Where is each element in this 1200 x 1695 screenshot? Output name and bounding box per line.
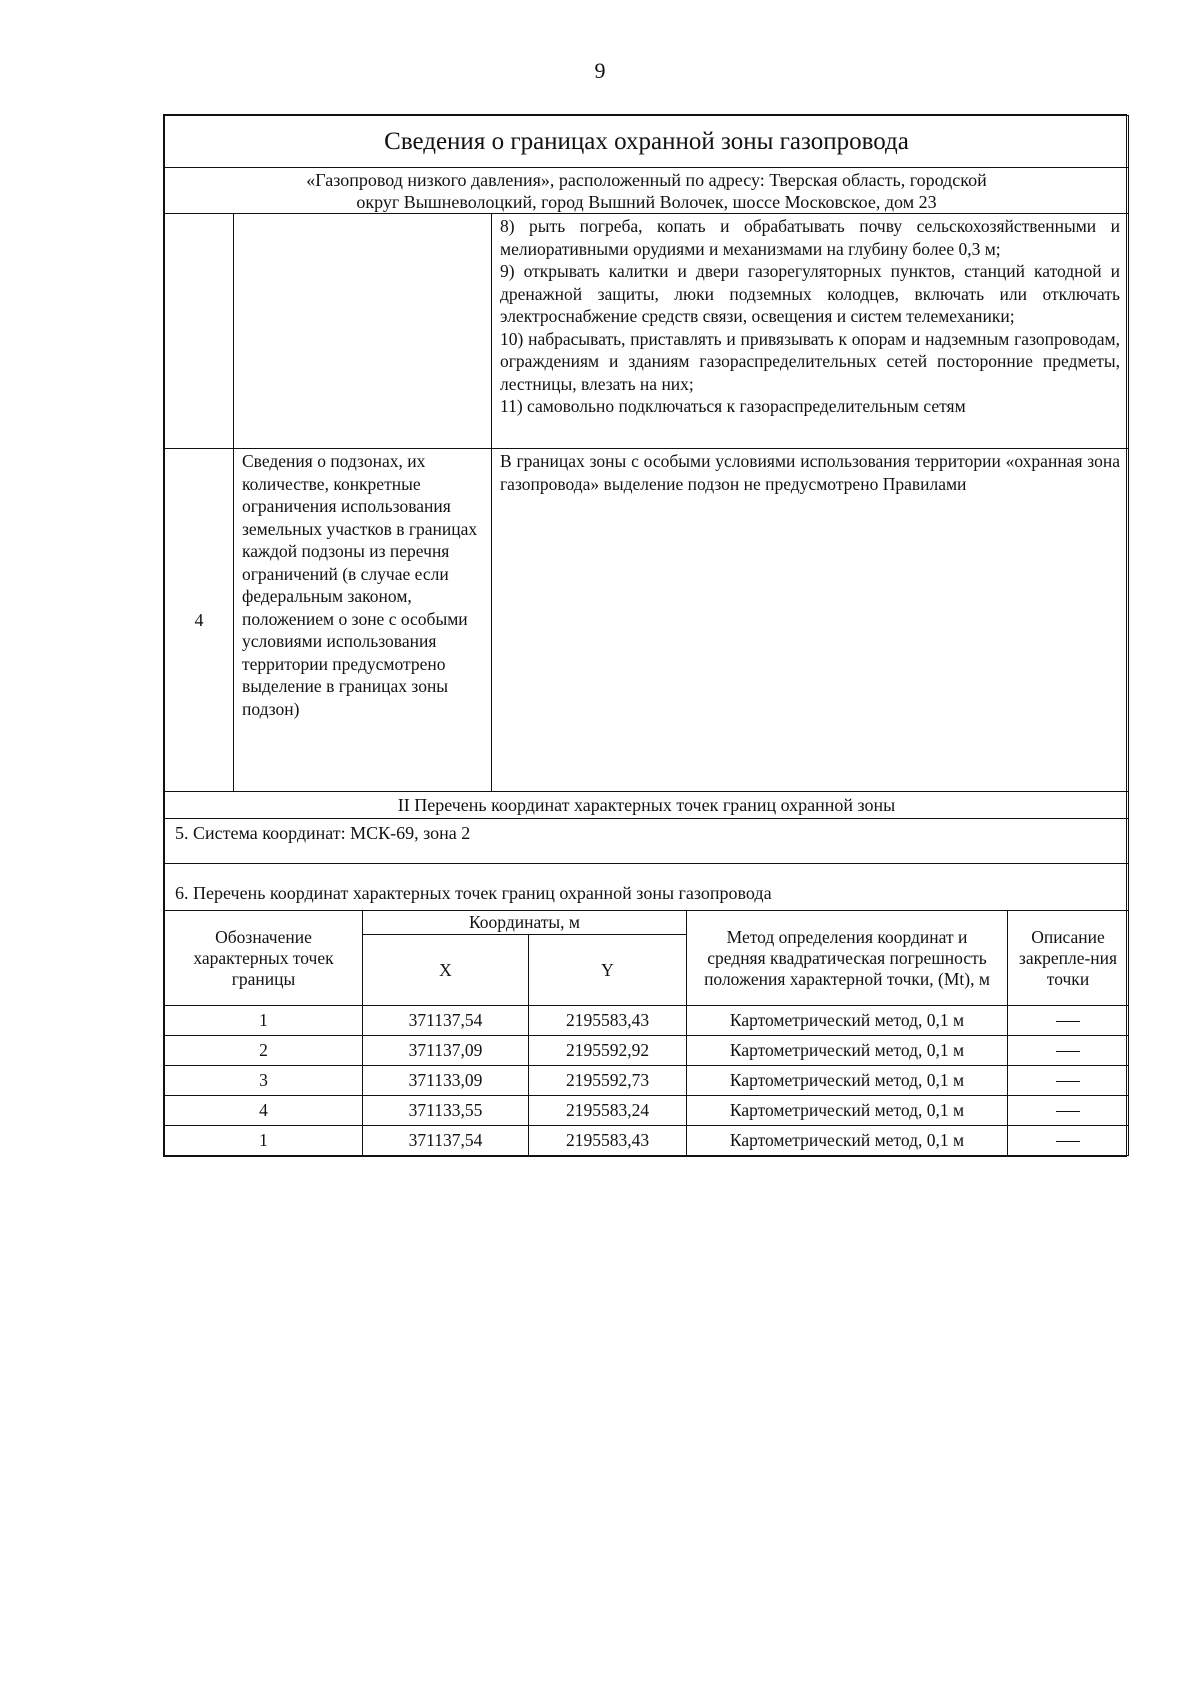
- subzone-value-text: В границах зоны с особыми условиями использования территории «охранная зона газопровода» выделение подзон не предусмотрено Правилами: [500, 451, 1121, 494]
- table-row: [165, 1126, 1129, 1156]
- row-label-empty: [234, 214, 492, 449]
- dash-mark: [1056, 1141, 1080, 1142]
- section-2-title: II Перечень координат характерных точек границ охранной зоны: [165, 792, 1129, 819]
- table-row: [165, 1066, 1129, 1096]
- zone-info-table: [164, 115, 1129, 911]
- coordinate-list-title: 6. Перечень координат характерных точек границ охранной зоны газопровода: [165, 864, 1129, 911]
- dash-mark: [1056, 1021, 1080, 1022]
- x-value: 371137,54: [363, 1006, 529, 1036]
- table-row: [165, 1036, 1129, 1066]
- restrictions-list: [492, 214, 1129, 449]
- point-id: 1: [165, 1126, 363, 1156]
- method-value: Картометрический метод, 0,1 м: [687, 1096, 1008, 1126]
- y-value: 2195583,43: [529, 1126, 687, 1156]
- point-id: 4: [165, 1096, 363, 1126]
- dash-mark: [1056, 1111, 1080, 1112]
- header-x: X: [363, 935, 529, 1006]
- dash-mark: [1056, 1081, 1080, 1082]
- restriction-item: 10) набрасывать, приставлять и привязывать к опорам и надземным газопроводам, ограждениям и зданиям газораспределительных сетей посторонние предметы, лестницы, влезать на них;: [500, 328, 1121, 394]
- point-id: 3: [165, 1066, 363, 1096]
- row-number: 4: [165, 449, 234, 792]
- restriction-item: 8) рыть погреба, копать и обрабатывать почву сельскохозяйственными и мелиоративными орудиями и механизмами на глубину более 0,3 м;: [500, 216, 1121, 259]
- coordinate-system: 5. Система координат: МСК-69, зона 2: [165, 819, 1129, 864]
- x-value: 371133,09: [363, 1066, 529, 1096]
- y-value: 2195592,92: [529, 1036, 687, 1066]
- header-y: Y: [529, 935, 687, 1006]
- point-id: 2: [165, 1036, 363, 1066]
- object-address: [165, 168, 1129, 214]
- header-point: Обозначение характерных точек границы: [165, 911, 363, 1006]
- x-value: 371133,55: [363, 1096, 529, 1126]
- table-row: [165, 1006, 1129, 1036]
- method-value: Картометрический метод, 0,1 м: [687, 1126, 1008, 1156]
- dash-mark: [1056, 1051, 1080, 1052]
- method-value: Картометрический метод, 0,1 м: [687, 1066, 1008, 1096]
- point-id: 1: [165, 1006, 363, 1036]
- description-value: [1008, 1066, 1129, 1096]
- page-number: 9: [594, 58, 606, 83]
- protection-zone-document: [163, 114, 1127, 1157]
- address-line-1: «Газопровод низкого давления», расположенный по адресу: Тверская область, городской: [306, 169, 987, 190]
- coordinates-table: [164, 910, 1129, 1156]
- description-value: [1008, 1036, 1129, 1066]
- description-value: [1008, 1096, 1129, 1126]
- description-value: [1008, 1006, 1129, 1036]
- y-value: 2195592,73: [529, 1066, 687, 1096]
- x-value: 371137,09: [363, 1036, 529, 1066]
- x-value: 371137,54: [363, 1126, 529, 1156]
- y-value: 2195583,43: [529, 1006, 687, 1036]
- subzone-value: [492, 449, 1129, 792]
- row-number-empty: [165, 214, 234, 449]
- y-value: 2195583,24: [529, 1096, 687, 1126]
- method-value: Картометрический метод, 0,1 м: [687, 1006, 1008, 1036]
- address-line-2: округ Вышневолоцкий, город Вышний Волочек, шоссе Московское, дом 23: [356, 191, 937, 212]
- restriction-item: 11) самовольно подключаться к газораспределительным сетям: [500, 396, 966, 416]
- header-method: Метод определения координат и средняя квадратическая погрешность положения характерной точки, (Mt), м: [687, 911, 1008, 1006]
- table-row: [165, 1096, 1129, 1126]
- restriction-item: 9) открывать калитки и двери газорегуляторных пунктов, станций катодной и дренажной защиты, люки подземных колодцев, включать или отключать электроснабжение средств связи, освещения и систем телемеханики;: [500, 261, 1121, 326]
- method-value: Картометрический метод, 0,1 м: [687, 1036, 1008, 1066]
- description-value: [1008, 1126, 1129, 1156]
- subzone-label: Сведения о подзонах, их количестве, конкретные ограничения использования земельных участков в границах каждой подзоны из перечня ограничений (в случае если федеральным законом, положением о зоне с особыми условиями использования территории предусмотрено выделение в границах зоны подзон): [234, 449, 492, 792]
- header-description: Описание закрепле-ния точки: [1008, 911, 1129, 1006]
- document-title: Сведения о границах охранной зоны газопровода: [165, 116, 1129, 168]
- header-coordinates: Координаты, м: [363, 911, 687, 935]
